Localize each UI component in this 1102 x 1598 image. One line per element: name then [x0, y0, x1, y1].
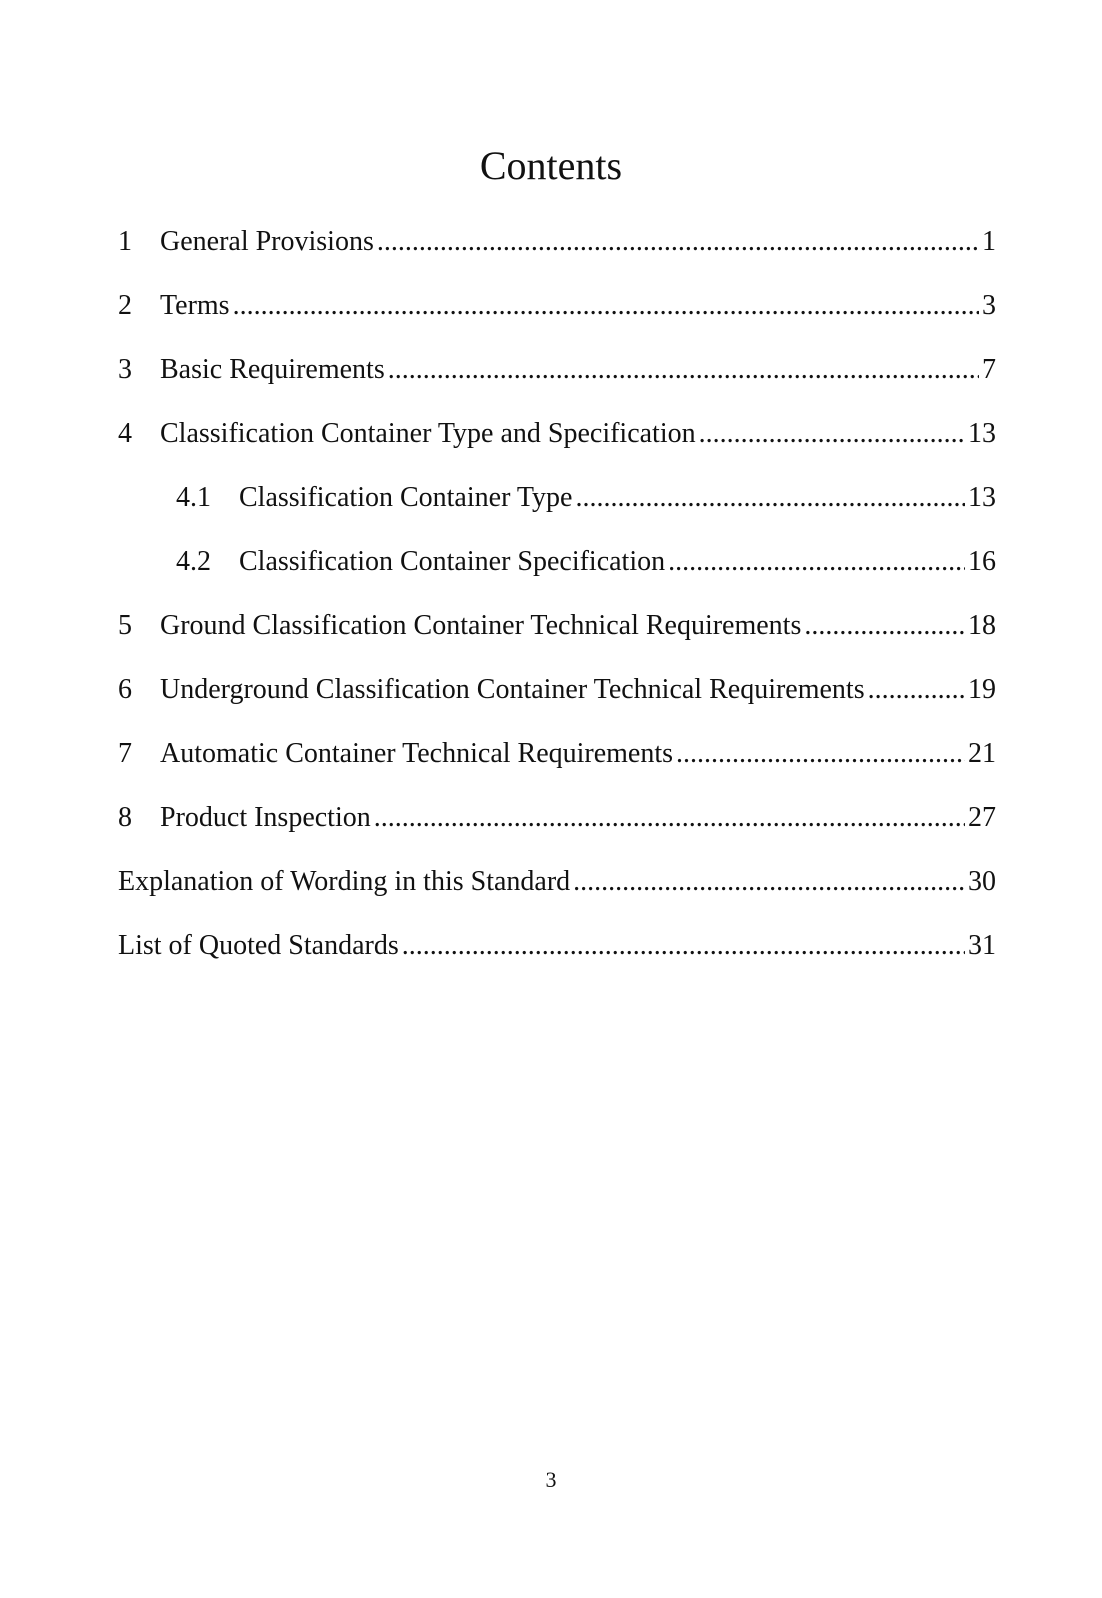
toc-entry-label: Classification Container Type	[239, 482, 573, 513]
toc-entry-page: 16	[968, 546, 996, 577]
toc-entry-page: 21	[968, 738, 996, 769]
toc-entry-page: 31	[968, 930, 996, 961]
toc-entry-label: Product Inspection	[160, 802, 371, 833]
toc-entry-label: Ground Classification Container Technical Requirements	[160, 610, 802, 641]
toc-leader-dots	[676, 734, 965, 774]
toc-entry-number: 6	[118, 674, 132, 705]
toc-entry	[118, 734, 996, 774]
toc-entry	[118, 798, 996, 838]
toc-leader-dots	[233, 286, 979, 326]
toc-entry-number: 4.2	[176, 546, 211, 577]
toc-entry-label: Classification Container Type and Specification	[160, 418, 696, 449]
toc-entry-page: 13	[968, 418, 996, 449]
toc-entry-number: 2	[118, 290, 132, 321]
toc-entry-number: 8	[118, 802, 132, 833]
toc-entry-number: 7	[118, 738, 132, 769]
toc-entry-number: 4.1	[176, 482, 211, 513]
toc-leader-dots	[402, 926, 965, 966]
toc-entry	[118, 350, 996, 390]
toc-entry-page: 27	[968, 802, 996, 833]
toc-entry-number: 1	[118, 226, 132, 257]
toc-entry-label: Basic Requirements	[160, 354, 385, 385]
toc-leader-dots	[868, 670, 965, 710]
toc-entry	[118, 670, 996, 710]
toc-leader-dots	[374, 798, 965, 838]
toc-entry	[118, 222, 996, 262]
toc-entry-page: 3	[982, 290, 996, 321]
toc-entry-label: Underground Classification Container Technical Requirements	[160, 674, 865, 705]
toc-leader-dots	[804, 606, 965, 646]
toc-entry-page: 13	[968, 482, 996, 513]
page-number: 3	[545, 1467, 557, 1492]
toc-entry-label: General Provisions	[160, 226, 374, 257]
toc-entry-number: 4	[118, 418, 132, 449]
toc-entry-page: 19	[968, 674, 996, 705]
toc-entry	[118, 286, 996, 326]
toc-entry-page: 30	[968, 866, 996, 897]
toc-entry-label: List of Quoted Standards	[118, 930, 399, 961]
toc-entry-page: 7	[982, 354, 996, 385]
toc-entry	[118, 606, 996, 646]
toc-leader-dots	[575, 478, 965, 518]
toc-entry-number: 5	[118, 610, 132, 641]
toc-entry	[118, 862, 996, 902]
toc-entry-label: Terms	[160, 290, 230, 321]
toc-entry-page: 18	[968, 610, 996, 641]
page-title: Contents	[479, 143, 623, 188]
toc-entry-label: Explanation of Wording in this Standard	[118, 866, 571, 897]
toc-entry-page: 1	[982, 226, 996, 257]
toc-entry	[118, 926, 996, 966]
toc-subentry	[176, 542, 996, 582]
toc-subentry	[176, 478, 996, 518]
toc-leader-dots	[699, 414, 965, 454]
toc-leader-dots	[668, 542, 965, 582]
toc-leader-dots	[388, 350, 979, 390]
toc-entry-label: Classification Container Specification	[239, 546, 666, 577]
toc-entry-label: Automatic Container Technical Requirements	[160, 738, 674, 769]
toc-entry	[118, 414, 996, 454]
toc-leader-dots	[573, 862, 965, 902]
toc-leader-dots	[377, 222, 979, 262]
toc-entry-number: 3	[118, 354, 132, 385]
